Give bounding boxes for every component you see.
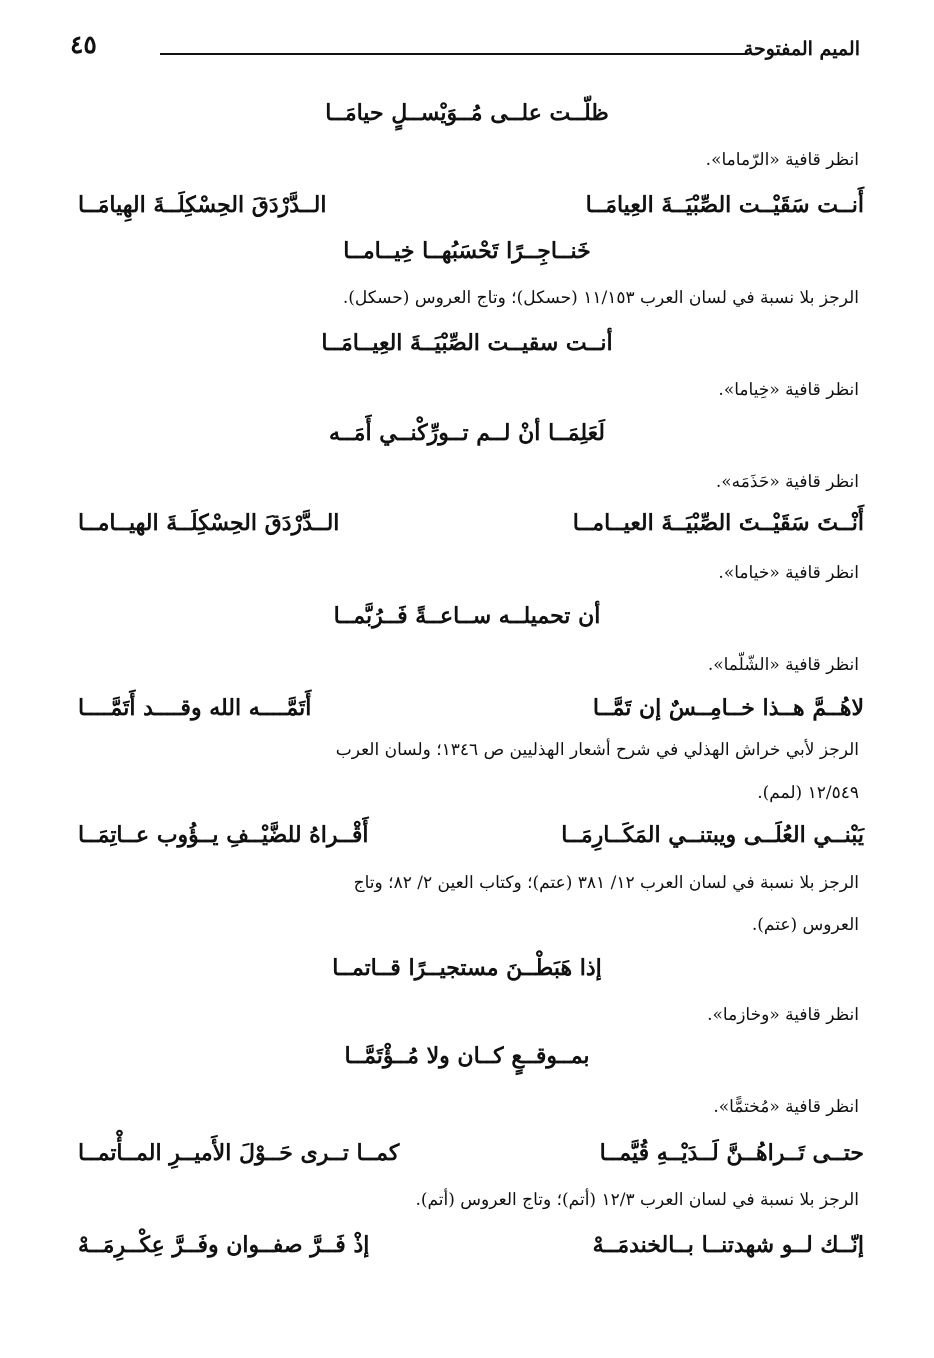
verse-line: لَعَلِمَــا أنْ لــم تــورِّكْنــي أَمَــه [329, 420, 605, 446]
cross-reference: انظر قافية «حَذَمَه». [715, 472, 859, 492]
verse-hemistich-right: أَنْــتَ سَقَيْــتَ الصِّبْيَــةَ العيــامــا [572, 510, 864, 536]
cross-reference: انظر قافية «خياما». [718, 563, 859, 583]
source-note: الرجز بلا نسبة في لسان العرب ١٢/٣ (أتم)؛ وتاج العروس (أتم). [415, 1190, 859, 1210]
verse-hemistich-left: أَتَمَّــــه الله وقــــد أَتَمَّــــا [78, 695, 312, 721]
verse-hemistich-left: الــدَّرْدَقَ الحِسْكِلَــةَ الهيــامــا [78, 510, 340, 536]
verse-line: إذا هَبَطْــنَ مستجيــرًا قــاتمــا [332, 955, 602, 981]
verse-hemistich-right: أَنــت سَقَيْــت الصِّبْيَــةَ العِيامَــا [585, 192, 864, 218]
verse-hemistich-left: إذْ فَــرَّ صفــوان وفَــرَّ عِكْــرِمَــهْ [78, 1232, 370, 1258]
cross-reference: انظر قافية «الشّلّما». [707, 655, 859, 675]
header-rule [160, 53, 748, 55]
running-header [70, 30, 860, 70]
cross-reference: انظر قافية «مُختمًّا». [713, 1097, 859, 1117]
verse-hemistich-right: حتــى تَــراهُــنَّ لَــدَيْــهِ قُيَّمــا [599, 1140, 864, 1166]
verse-line: ظلّــت علــى مُــوَيْســلٍ حيامَــا [325, 100, 609, 126]
verse-line: بمــوقــعٍ كــان ولا مُــؤْتَمَّــا [344, 1043, 590, 1069]
verse-line: أن تحميلــه ســاعــةً فَــرُبَّمــا [333, 603, 601, 629]
source-note: الرجز بلا نسبة في لسان العرب ١٢/ ٣٨١ (عتم)؛ وكتاب العين ٢/ ٨٢؛ وتاج [353, 873, 859, 893]
source-note: الرجز بلا نسبة في لسان العرب ١١/١٥٣ (حسكل)؛ وتاج العروس (حسكل). [342, 288, 859, 308]
chapter-title: الميم المفتوحة [743, 38, 860, 60]
verse-hemistich-right: إنّــك لــو شهدتنــا بــالخندمَــهْ [592, 1232, 864, 1258]
verse-hemistich-left: كمــا تــرى حَــوْلَ الأَميــرِ المــأْتمــا [78, 1140, 400, 1166]
verse-hemistich-left: الــدَّرْدَقَ الحِسْكِلَــةَ الهِيامَــا [78, 192, 327, 218]
verse-hemistich-left: أَقْــراهُ للضَّيْــفِ يــؤُوب عــاتِمَــا [78, 822, 369, 848]
verse-hemistich-right: يَبْنــي العُلَــى ويبتنــي المَكَــارِمَــا [561, 822, 864, 848]
source-note: الرجز لأبي خراش الهذلي في شرح أشعار الهذليين ص ١٣٤٦؛ ولسان العرب [335, 740, 859, 760]
verse-line: أنــت سقيــت الصِّبْيَــةَ العِيــامَــا [321, 330, 613, 356]
verse-line: خَنــاجِــرًا تَحْسَبُهــا خِيــامــا [343, 238, 591, 264]
source-note-continued: العروس (عتم). [751, 915, 859, 935]
page-number: ٤٥ [70, 30, 97, 59]
cross-reference: انظر قافية «خِياما». [718, 380, 859, 400]
cross-reference: انظر قافية «الرّماما». [705, 150, 859, 170]
verse-hemistich-right: لاهُــمَّ هــذا خــامِــسٌ إن تَمَّــا [592, 695, 864, 721]
source-note-continued: ١٢/٥٤٩ (لمم). [757, 783, 859, 803]
cross-reference: انظر قافية «وخازما». [707, 1005, 859, 1025]
